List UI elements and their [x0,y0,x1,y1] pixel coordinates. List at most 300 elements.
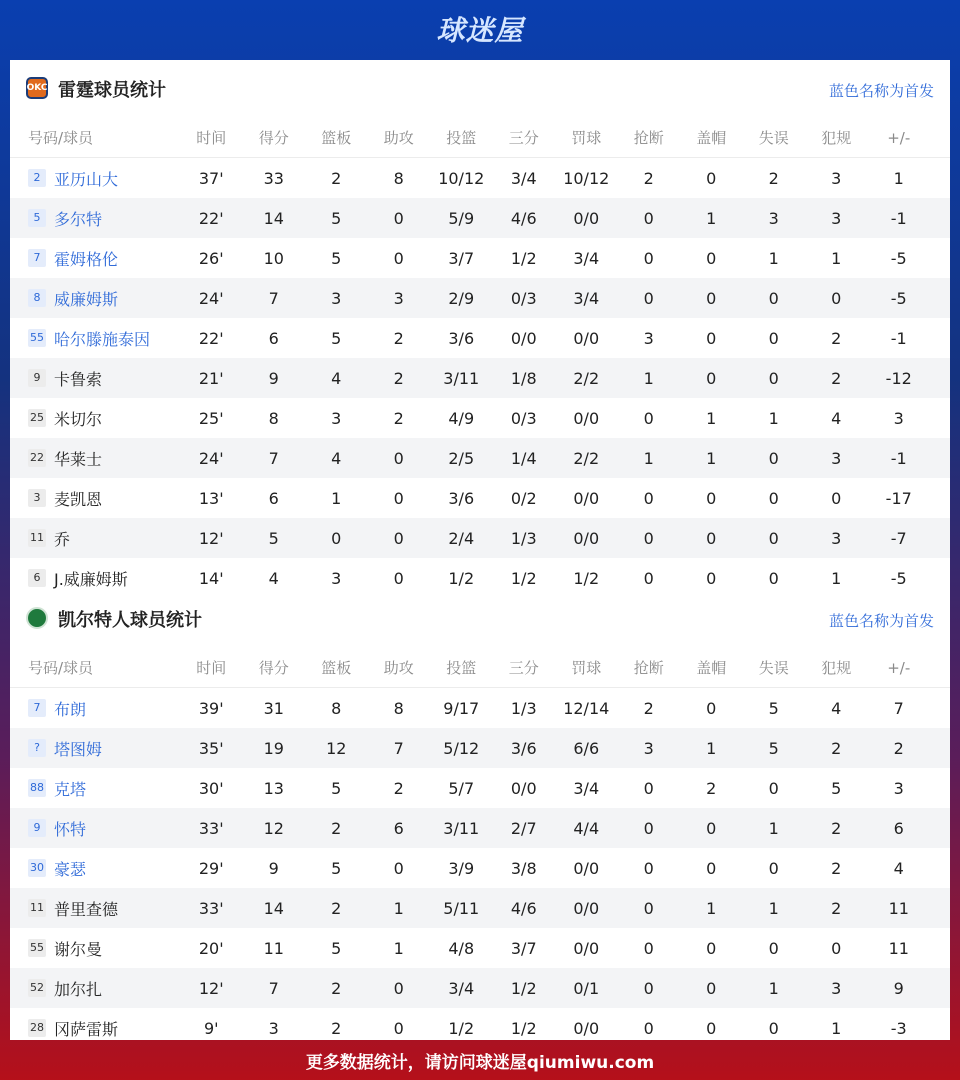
stat-cell: 0 [706,698,717,718]
player-cell[interactable] [10,407,180,430]
stat-cell: 3/4 [573,778,600,798]
stat-cell: 6 [393,818,404,838]
column-header: 投篮 [446,659,477,677]
column-header: 号码/球员 [28,129,94,147]
stat-cell: 1 [643,368,654,388]
column-header: 犯规 [821,659,852,677]
stat-cell: 7 [268,978,279,998]
jersey-number: 25 [28,409,46,427]
stat-cell: 4/6 [510,208,537,228]
stat-cell: 9' [203,1018,219,1038]
table-row[interactable] [10,238,950,278]
player-cell[interactable] [10,247,180,270]
stat-cell: 3/4 [448,978,475,998]
stat-cell: 0 [768,938,779,958]
stat-cell: 4 [831,698,842,718]
stat-cell: 3/6 [448,328,475,348]
stat-cell: 24' [198,288,224,308]
player-name[interactable]: 谢尔曼 [54,939,103,959]
stat-cell: 26' [198,248,224,268]
stat-cell: 2 [393,368,404,388]
stat-cell: 3/8 [510,858,537,878]
column-header: 三分 [508,659,539,677]
player-name[interactable]: 塔图姆 [54,739,103,759]
stat-cell: 3/7 [448,248,475,268]
table-header [10,648,950,688]
stat-cell: 3 [393,288,404,308]
stat-cell: 2/4 [448,528,475,548]
stat-cell: 6 [268,488,279,508]
stat-cell: 10/12 [563,168,610,188]
stat-cell: 0 [706,978,717,998]
stat-cell: 0/3 [510,288,537,308]
stat-cell: 1/8 [510,368,537,388]
table-row[interactable] [10,768,950,808]
stat-cell: 7 [268,288,279,308]
stat-cell: 14 [263,208,284,228]
player-name[interactable]: 威廉姆斯 [54,289,119,309]
stat-cell: 3 [831,168,842,188]
stat-cell: 0/0 [573,858,600,878]
stat-cell: 13 [263,778,284,798]
stat-cell: 3 [268,1018,279,1038]
stat-cell: 1/3 [510,528,537,548]
table-row[interactable] [10,478,950,518]
stat-cell: 11 [888,898,909,918]
stat-cell: 0 [706,168,717,188]
stat-cell: 0 [393,568,404,588]
stat-cell: 2 [393,408,404,428]
stat-cell: 12/14 [563,698,610,718]
stat-cell: 0 [768,488,779,508]
player-name[interactable]: 乔 [54,529,71,549]
stat-cell: 0/0 [573,528,600,548]
stat-cell: 2 [643,698,654,718]
stat-cell: 2/7 [510,818,537,838]
stat-cell: 0 [768,858,779,878]
column-header: 助攻 [383,659,414,677]
player-cell[interactable] [10,367,180,390]
stat-cell: 0 [706,568,717,588]
stat-cell: -3 [890,1018,907,1038]
stat-cell: 0 [768,448,779,468]
column-header: 罚球 [571,659,602,677]
stat-cell: 2 [706,778,717,798]
stat-cell: 4/6 [510,898,537,918]
table-row[interactable] [10,318,950,358]
stat-cell: 11 [263,938,284,958]
player-cell[interactable] [10,697,180,720]
column-header: 号码/球员 [28,659,94,677]
player-cell[interactable] [10,937,180,960]
stat-cell: 2/9 [448,288,475,308]
stat-cell: 2 [831,898,842,918]
jersey-number: 11 [28,899,46,917]
stat-cell: 21' [198,368,224,388]
column-header: 犯规 [821,129,852,147]
stat-cell: 0/0 [573,488,600,508]
stat-cell: 0 [706,858,717,878]
stat-cell: 7 [268,448,279,468]
stat-cell: 6/6 [573,738,600,758]
jersey-number: 9 [28,819,46,837]
stat-cell: 3 [331,288,342,308]
stat-cell: 0 [706,818,717,838]
stat-cell: 0/3 [510,408,537,428]
section-title: 雷霆球员统计 [58,80,166,101]
player-name[interactable]: 普里查德 [54,899,119,919]
table-row[interactable] [10,278,950,318]
table-row[interactable] [10,888,950,928]
stat-cell: 1 [706,208,717,228]
stat-cell: 1 [393,938,404,958]
section-header [10,60,950,118]
stat-cell: 0 [643,208,654,228]
stat-cell: 2/2 [573,448,600,468]
stat-cell: 0/0 [510,778,537,798]
player-cell[interactable] [10,897,180,920]
stat-cell: 2 [831,328,842,348]
stat-cell: 33' [198,818,224,838]
stat-cell: 0/0 [510,328,537,348]
column-header: 时间 [196,659,227,677]
stat-cell: 2 [831,738,842,758]
stat-cell: 4 [331,448,342,468]
stat-cell: 0 [768,328,779,348]
stat-cell: 0/0 [573,1018,600,1038]
stat-cell: 0 [331,528,342,548]
table-row[interactable] [10,358,950,398]
column-header: 抢断 [633,129,664,147]
stat-cell: 3/6 [510,738,537,758]
stat-cell: 2 [331,898,342,918]
stat-cell: 1/3 [510,698,537,718]
stat-cell: 3/4 [510,168,537,188]
stat-cell: 5 [331,938,342,958]
stat-cell: 6 [893,818,904,838]
stat-cell: 7 [393,738,404,758]
player-name[interactable]: 豪瑟 [54,859,87,879]
player-cell[interactable] [10,287,180,310]
section-header [10,590,950,648]
player-name[interactable]: 麦凯恩 [54,489,103,509]
stat-cell: 2 [831,368,842,388]
stat-cell: 1 [331,488,342,508]
stat-cell: 4 [893,858,904,878]
stat-cell: 0/0 [573,208,600,228]
stat-cell: 0 [706,328,717,348]
stat-cell: 3 [893,408,904,428]
stat-cell: 0 [393,248,404,268]
stat-cell: 0 [643,248,654,268]
stat-cell: 19 [263,738,284,758]
stat-cell: 2 [331,818,342,838]
stat-cell: 0 [393,488,404,508]
stat-cell: 0 [706,528,717,548]
jersey-number: 30 [28,859,46,877]
stat-cell: 0 [706,248,717,268]
stat-cell: 3/11 [443,818,480,838]
stat-cell: 5 [331,778,342,798]
stat-cell: 1 [393,898,404,918]
column-header: 抢断 [633,659,664,677]
column-header: 投篮 [446,129,477,147]
stat-cell: 3/6 [448,488,475,508]
stat-cell: 3/9 [448,858,475,878]
player-cell[interactable] [10,207,180,230]
starter-legend-note: 蓝色名称为首发 [828,612,934,630]
stat-cell: 4 [331,368,342,388]
player-name[interactable]: 加尔扎 [54,979,103,999]
column-header: 三分 [508,129,539,147]
table-row[interactable] [10,728,950,768]
stat-cell: 12 [263,818,284,838]
stat-cell: 3 [831,208,842,228]
stat-cell: 14 [263,898,284,918]
player-cell[interactable] [10,857,180,880]
jersey-number: 6 [28,569,46,587]
stat-cell: 1 [768,978,779,998]
stat-cell: 0/0 [573,328,600,348]
stat-cell: 0 [643,568,654,588]
player-name[interactable]: 米切尔 [54,409,103,429]
stat-cell: 5 [831,778,842,798]
stat-cell: 0 [768,568,779,588]
stat-cell: 0/0 [573,408,600,428]
stat-cell: 30' [198,778,224,798]
jersey-number: 7 [28,699,46,717]
stat-cell: 22' [198,328,224,348]
stat-cell: 0 [643,938,654,958]
stat-cell: 5 [268,528,279,548]
stat-cell: 1 [706,898,717,918]
stat-cell: 10/12 [438,168,485,188]
stat-cell: 6 [268,328,279,348]
jersey-number: 55 [28,939,46,957]
stat-cell: 22' [198,208,224,228]
stat-cell: 2 [893,738,904,758]
table-row[interactable] [10,968,950,1008]
table-row[interactable] [10,808,950,848]
stat-cell: 4 [268,568,279,588]
column-header: 得分 [258,659,289,677]
player-cell[interactable] [10,327,180,350]
stat-cell: 5/7 [448,778,475,798]
player-name[interactable]: 华莱士 [54,449,103,469]
jersey-number: 55 [28,329,46,347]
stat-cell: 1/2 [510,568,537,588]
player-name[interactable]: 布朗 [54,699,87,719]
player-name[interactable]: 霍姆格伦 [54,249,119,269]
table-row[interactable] [10,518,950,558]
stat-cell: 14' [198,568,224,588]
player-name[interactable]: 亚历山大 [54,169,119,189]
stat-cell: 9/17 [443,698,480,718]
stat-cell: 7 [893,698,904,718]
stat-cell: 5/9 [448,208,475,228]
jersey-number: 22 [28,449,46,467]
player-cell[interactable] [10,777,180,800]
column-header: 助攻 [383,129,414,147]
jersey-number: 3 [28,489,46,507]
stat-cell: 0/1 [573,978,600,998]
player-cell[interactable] [10,167,180,190]
column-header: 失误 [758,129,789,147]
column-header: 盖帽 [696,659,727,677]
stat-cell: 25' [198,408,224,428]
stat-cell: 3 [831,448,842,468]
stat-cell: 2 [831,858,842,878]
stat-cell: 3/4 [573,288,600,308]
stat-cell: 0 [643,488,654,508]
jersey-number: ? [28,739,46,757]
stat-cell: 1 [831,568,842,588]
stat-cell: 0 [768,368,779,388]
stat-cell: 5 [768,698,779,718]
stat-cell: 5 [331,248,342,268]
stat-cell: 3 [893,778,904,798]
team-section-okc [10,60,950,598]
player-cell[interactable] [10,817,180,840]
stat-cell: 0 [768,528,779,548]
stats-panel [10,60,950,1040]
stat-cell: 1/4 [510,448,537,468]
jersey-number: 7 [28,249,46,267]
stat-cell: 2 [331,978,342,998]
stat-cell: 0 [768,778,779,798]
stat-cell: 2 [643,168,654,188]
stat-cell: 0 [706,1018,717,1038]
stat-cell: 0 [643,778,654,798]
stat-cell: 1 [768,898,779,918]
stat-cell: 0 [831,488,842,508]
table-row[interactable] [10,398,950,438]
stat-cell: 0 [768,288,779,308]
table-row[interactable] [10,928,950,968]
stat-cell: 9 [268,858,279,878]
player-name[interactable]: 克塔 [54,779,87,799]
stat-cell: 1 [643,448,654,468]
player-cell[interactable] [10,737,180,760]
stat-cell: 9 [268,368,279,388]
section-title: 凯尔特人球员统计 [58,610,202,631]
stat-cell: 0 [643,858,654,878]
stat-cell: -12 [885,368,912,388]
player-name[interactable]: 卡鲁索 [54,369,103,389]
table-row[interactable] [10,158,950,198]
player-name[interactable]: J.威廉姆斯 [54,569,128,589]
stat-cell: 31 [263,698,284,718]
stat-cell: -1 [890,208,907,228]
stat-cell: 9 [893,978,904,998]
stat-cell: 2 [768,168,779,188]
stat-cell: 3 [643,738,654,758]
column-header: 时间 [196,129,227,147]
stat-cell: 10 [263,248,284,268]
stat-cell: 5 [331,858,342,878]
stat-cell: 0 [706,488,717,508]
jersey-number: 88 [28,779,46,797]
jersey-number: 11 [28,529,46,547]
stat-cell: 3/11 [443,368,480,388]
starter-legend-note: 蓝色名称为首发 [828,82,934,100]
stat-cell: -1 [890,448,907,468]
stat-cell: 3 [643,328,654,348]
player-cell[interactable] [10,527,180,550]
table-row[interactable] [10,198,950,238]
stat-cell: -1 [890,328,907,348]
stat-cell: 3 [331,568,342,588]
stat-cell: 35' [198,738,224,758]
top-bar [0,0,960,58]
stat-cell: 1 [768,818,779,838]
footer-banner[interactable]: 更多数据统计，请访问球迷屋qiumiwu.com [305,1052,655,1073]
column-header: 盖帽 [696,129,727,147]
stat-cell: -5 [890,248,907,268]
player-cell[interactable] [10,487,180,510]
stat-cell: -5 [890,568,907,588]
stat-cell: 0 [643,978,654,998]
stat-cell: 0 [643,898,654,918]
stat-cell: 0 [643,818,654,838]
stat-cell: 4/4 [573,818,600,838]
table-row[interactable] [10,438,950,478]
stat-cell: 1/2 [573,568,600,588]
player-cell[interactable] [10,1017,180,1040]
stat-cell: 2/5 [448,448,475,468]
stat-cell: 0 [643,408,654,428]
stat-cell: 0 [393,978,404,998]
player-name[interactable]: 哈尔滕施泰因 [54,329,151,349]
stat-cell: 0 [831,938,842,958]
stat-cell: 8 [393,698,404,718]
column-header: 得分 [258,129,289,147]
column-header: +/- [887,128,911,147]
player-cell[interactable] [10,447,180,470]
stat-cell: 1/2 [448,1018,475,1038]
stat-cell: 33 [263,168,284,188]
stat-cell: 2 [393,328,404,348]
stat-cell: 37' [198,168,224,188]
stat-cell: 11 [888,938,909,958]
stat-cell: 0 [706,938,717,958]
table-row[interactable] [10,848,950,888]
stat-cell: 3 [768,208,779,228]
table-row[interactable] [10,688,950,728]
stat-cell: 8 [268,408,279,428]
stat-cell: 12' [198,528,224,548]
stat-cell: 5 [768,738,779,758]
stat-cell: 1 [831,248,842,268]
team-section-bos [10,590,950,1048]
player-cell[interactable] [10,567,180,590]
player-name[interactable]: 多尔特 [54,209,103,229]
stat-cell: 1/2 [448,568,475,588]
column-header: 失误 [758,659,789,677]
stat-cell: 3/4 [573,248,600,268]
jersey-number: 8 [28,289,46,307]
stat-cell: 0 [706,288,717,308]
stat-cell: 1/2 [510,978,537,998]
stat-cell: 3 [331,408,342,428]
player-name[interactable]: 怀特 [54,819,87,839]
stat-cell: 39' [198,698,224,718]
brand-logo: 球迷屋 [436,14,524,47]
stat-cell: 0 [768,1018,779,1038]
jersey-number: 5 [28,209,46,227]
player-name[interactable]: 冈萨雷斯 [54,1019,119,1039]
player-cell[interactable] [10,977,180,1000]
